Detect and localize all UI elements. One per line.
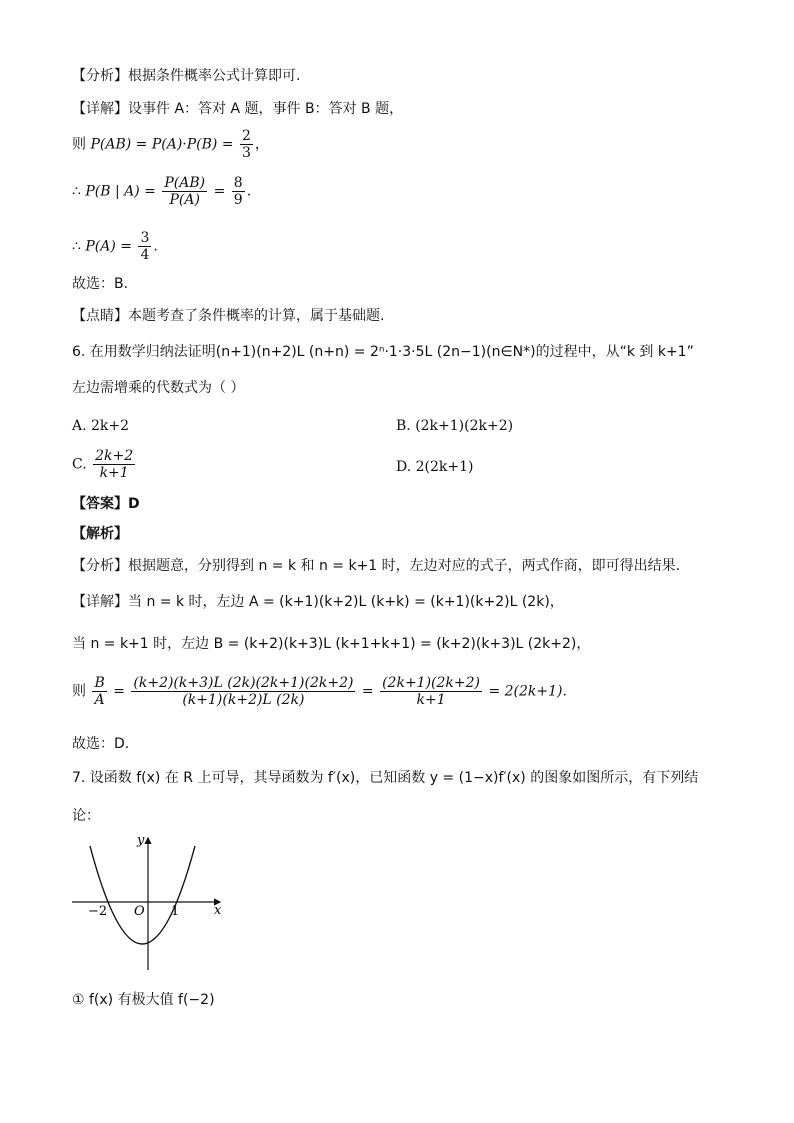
analysis-line-1: 【分析】根据条件概率公式计算即可. — [72, 68, 301, 84]
parabola-curve — [90, 846, 195, 944]
question-7-line-2: 论： — [72, 808, 100, 824]
conclusion-line-1: ① f(x) 有极大值 f(−2) — [72, 992, 215, 1008]
equation-2: ∴ P(B | A) = $\frac{P(AB)}{P(A)}$ = $\frac{8}{9}$ . — [72, 175, 252, 208]
comment-line-1: 【点睛】本题考查了条件概率的计算，属于基础题. — [72, 308, 385, 324]
question-6-line-1: 6. 在用数学归纳法证明(n+1)(n+2)L (n+n) = 2ⁿ·1·3·5L (2n−1)(n∈N*)的过程中，从“k 到 k+1” — [72, 344, 694, 360]
tick-label-neg-2: −2 — [88, 904, 108, 919]
equation-3: ∴ P(A) = $\frac{3}{4}$ . — [72, 230, 158, 263]
fraction-right: $\frac{(2k+1)(2k+2)}{k+1}$ — [382, 675, 480, 708]
x-axis-label: x — [214, 903, 222, 918]
fraction-3-4: $\frac{3}{4}$ — [140, 230, 150, 263]
option-a: A. 2k+2 — [72, 418, 130, 434]
fraction-b-a: $\frac{B}{A}$ — [94, 675, 105, 708]
y-axis-label: y — [137, 833, 145, 848]
option-b: B. (2k+1)(2k+2) — [396, 418, 514, 434]
detail-line-3: 当 n = k+1 时，左边 B = (k+2)(k+3)L (k+1+k+1) = (k+2)(k+3)L (2k+2)， — [72, 636, 591, 652]
option-c: C. $\frac{2k+2}{k+1}$ — [72, 448, 134, 481]
fraction-pab-pa: $\frac{P(AB)}{P(A)}$ — [164, 175, 206, 208]
equation-1: 则 P(AB) = P(A)·P(B) = $\frac{2}{3}$ ， — [72, 128, 269, 161]
question-7-line-1: 7. 设函数 f(x) 在 R 上可导，其导函数为 f′(x)，已知函数 y = (1−x)f′(x) 的图象如图所示，有下列结 — [72, 770, 699, 786]
analysis-line-2: 【分析】根据题意，分别得到 n = k 和 n = k+1 时，左边对应的式子，两式作商，即可得出结果. — [72, 558, 681, 574]
function-graph — [70, 830, 230, 975]
tick-label-1: 1 — [171, 904, 180, 919]
option-d: D. 2(2k+1) — [396, 459, 474, 475]
detail-line-1: 【详解】设事件 A：答对 A 题，事件 B：答对 B 题， — [72, 101, 404, 117]
question-6-line-2: 左边需增乘的代数式为（ ） — [72, 380, 245, 396]
answer-line: 【答案】D — [72, 496, 140, 512]
detail-line-2: 【详解】当 n = k 时，左边 A = (k+1)(k+2)L (k+k) = (k+1)(k+2)L (2k)， — [72, 594, 564, 610]
choice-line-2: 故选：D. — [72, 736, 130, 752]
equation-4: 则 $\frac{B}{A}$ = $\frac{(k+2)(k+3)L (2k)(2k+1)(2k+2)}{(k+1)(k+2)L (2k)}$ = $\frac{(2k+1)(2k+2)}{k+1}$ = 2(2k+1). — [72, 675, 567, 708]
fraction-middle: $\frac{(k+2)(k+3)L (2k)(2k+1)(2k+2)}{(k+1)(k+2)L (2k)}$ — [133, 675, 354, 708]
parse-line: 【解析】 — [72, 526, 128, 542]
fraction-8-9: $\frac{8}{9}$ — [233, 175, 243, 208]
fraction-option-c: $\frac{2k+2}{k+1}$ — [95, 448, 134, 481]
origin-label: O — [134, 904, 145, 919]
fraction-2-3: $\frac{2}{3}$ — [242, 128, 251, 161]
choice-line-1: 故选：B. — [72, 276, 129, 292]
